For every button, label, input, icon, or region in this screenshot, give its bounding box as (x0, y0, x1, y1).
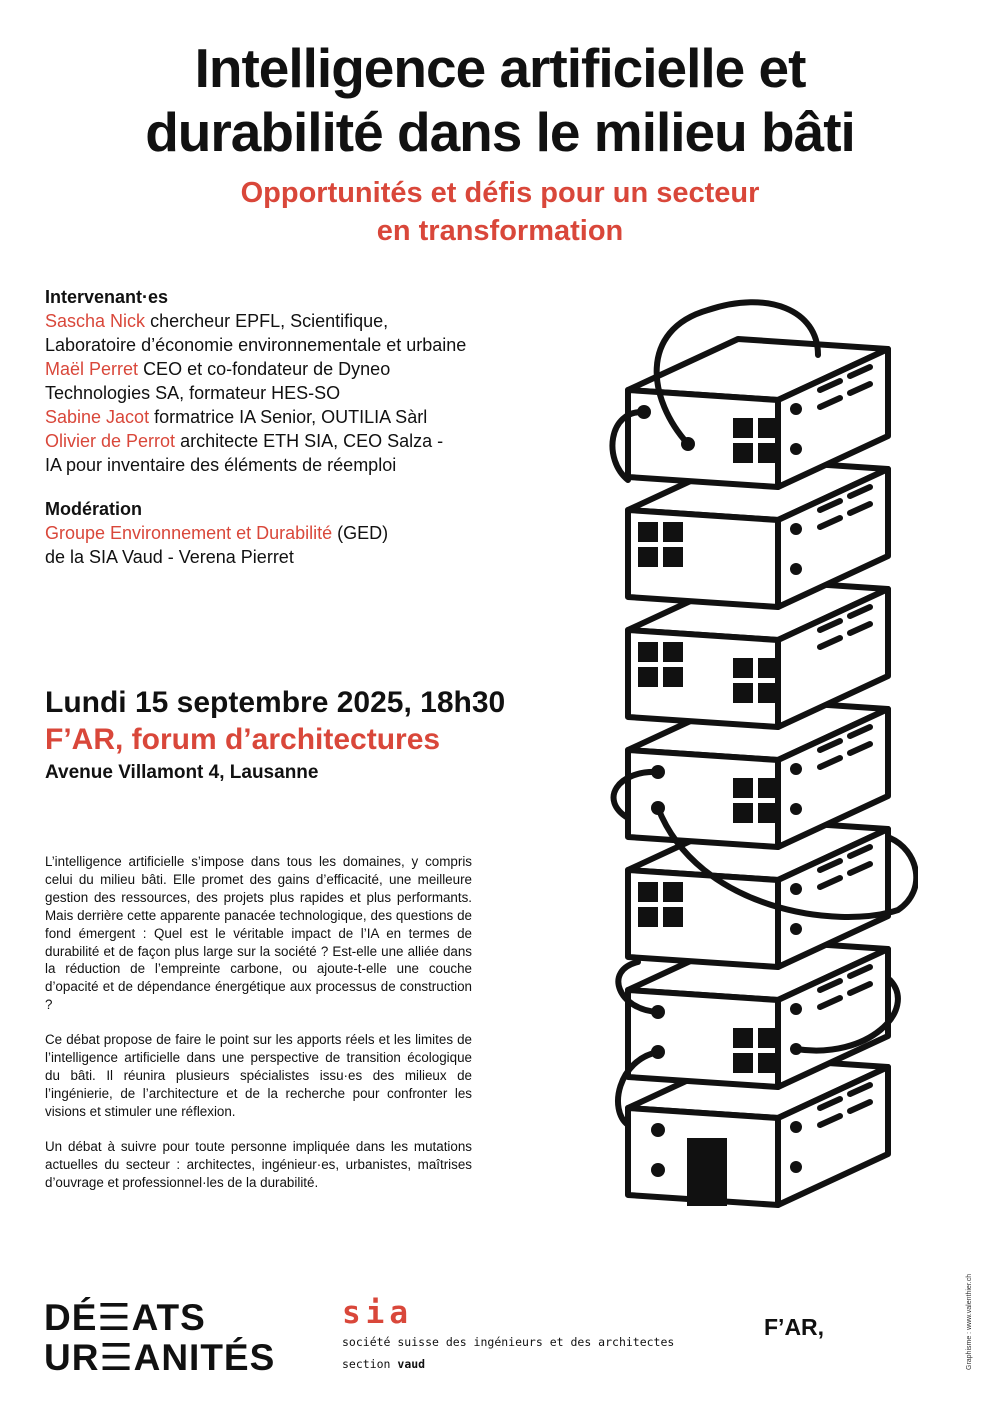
speakers-section (45, 285, 565, 477)
sia-mark: sia (342, 1295, 413, 1331)
speaker-name: Sabine Jacot (45, 407, 150, 427)
moderation-group: Groupe Environnement et Durabilité (45, 523, 333, 543)
speaker-role-cont: IA pour inventaire des éléments de réemploi (45, 455, 397, 475)
speaker-role-cont: Laboratoire d’économie environnementale et urbaine (45, 335, 467, 355)
debats-urbanites-logo (44, 1298, 275, 1378)
speaker-role: architecte ETH SIA, CEO Salza - (180, 431, 444, 451)
sia-section-name: vaud (397, 1357, 426, 1371)
speaker-item (45, 405, 565, 429)
subtitle-line-2: en transformation (376, 215, 624, 247)
event-date: Lundi 15 septembre 2025, 18h30 (45, 686, 506, 719)
speaker-role-cont: Technologies SA, formateur HES-SO (45, 383, 341, 403)
speaker-role: CEO et co-fondateur de Dyneo (143, 359, 391, 379)
event-venue: F’AR, forum d’architectures (45, 723, 441, 756)
sia-section (342, 1353, 674, 1375)
stacked-buildings-illustration (598, 290, 918, 1220)
moderation-section (45, 497, 565, 569)
description-paragraph: Un débat à suivre pour toute personne impliquée dans les mutations actuelles du secteur : architectes, ingénieur·es, urbanistes, maîtrises d’ouvrage et professionnel·les de la durabilité. (45, 1138, 472, 1190)
debats-logo-line-2: UR☰ANITÉS (44, 1337, 276, 1378)
description-paragraph: L’intelligence artificielle s’impose dans tous les domaines, y compris celui du milieu bâti. Elle promet des gains d’efficacité, une meilleure gestion des ressources, des projets plus rapides et plus performants. Mais derrière cette apparente panacée technologique, des questions de fond émergent : Quel est le véritable impact de l’IA en termes de durabilité et de façon plus large sur la société ? Est-elle une alliée dans la réduction de l’empreinte carbone, ou ajoute-t-elle une couche d’opacité et de dépendance énergétique aux processus de construction ? (45, 854, 472, 1013)
moderation-heading: Modération (45, 499, 142, 519)
speaker-role: formatrice IA Senior, OUTILIA Sàrl (154, 407, 428, 427)
subtitle-line-1: Opportunités et défis pour un secteur (240, 177, 760, 209)
sia-section-label: section (342, 1357, 391, 1371)
title-line-2: durabilité dans le milieu bâti (145, 101, 855, 163)
moderation-group-abbr: (GED) (337, 523, 389, 543)
speaker-name: Maël Perret (45, 359, 139, 379)
speaker-name: Sascha Nick (45, 311, 146, 331)
sia-logo (342, 1295, 674, 1375)
description (45, 853, 472, 1208)
speaker-item (45, 309, 565, 357)
debats-logo-line-1: DÉ☰ATS (44, 1297, 206, 1338)
speakers-heading: Intervenant·es (45, 287, 169, 307)
speaker-role: chercheur EPFL, Scientifique, (150, 311, 389, 331)
page-title (0, 36, 1000, 164)
event-address: Avenue Villamont 4, Lausanne (45, 762, 319, 783)
speaker-item (45, 429, 565, 477)
description-paragraph: Ce débat propose de faire le point sur les apports réels et les limites de l’intelligence artificielle dans une perspective de transition écologique du bâti. Il réunira plusieurs spécialistes issu·es des milieux de l’ingénierie, de l’architecture et de la recherche pour confronter les visions et stimuler une réflexion. (45, 1032, 472, 1119)
speaker-name: Olivier de Perrot (45, 431, 176, 451)
graphic-design-credit: Graphisme : www.valenthier.ch (966, 1273, 973, 1370)
page-subtitle (0, 174, 1000, 250)
far-logo: F’AR, (764, 1314, 825, 1340)
speaker-item (45, 357, 565, 405)
title-line-1: Intelligence artificielle et (194, 37, 806, 99)
sia-name: société suisse des ingénieurs et des architectes (342, 1335, 675, 1349)
moderation-line: de la SIA Vaud - Verena Pierret (45, 547, 294, 567)
